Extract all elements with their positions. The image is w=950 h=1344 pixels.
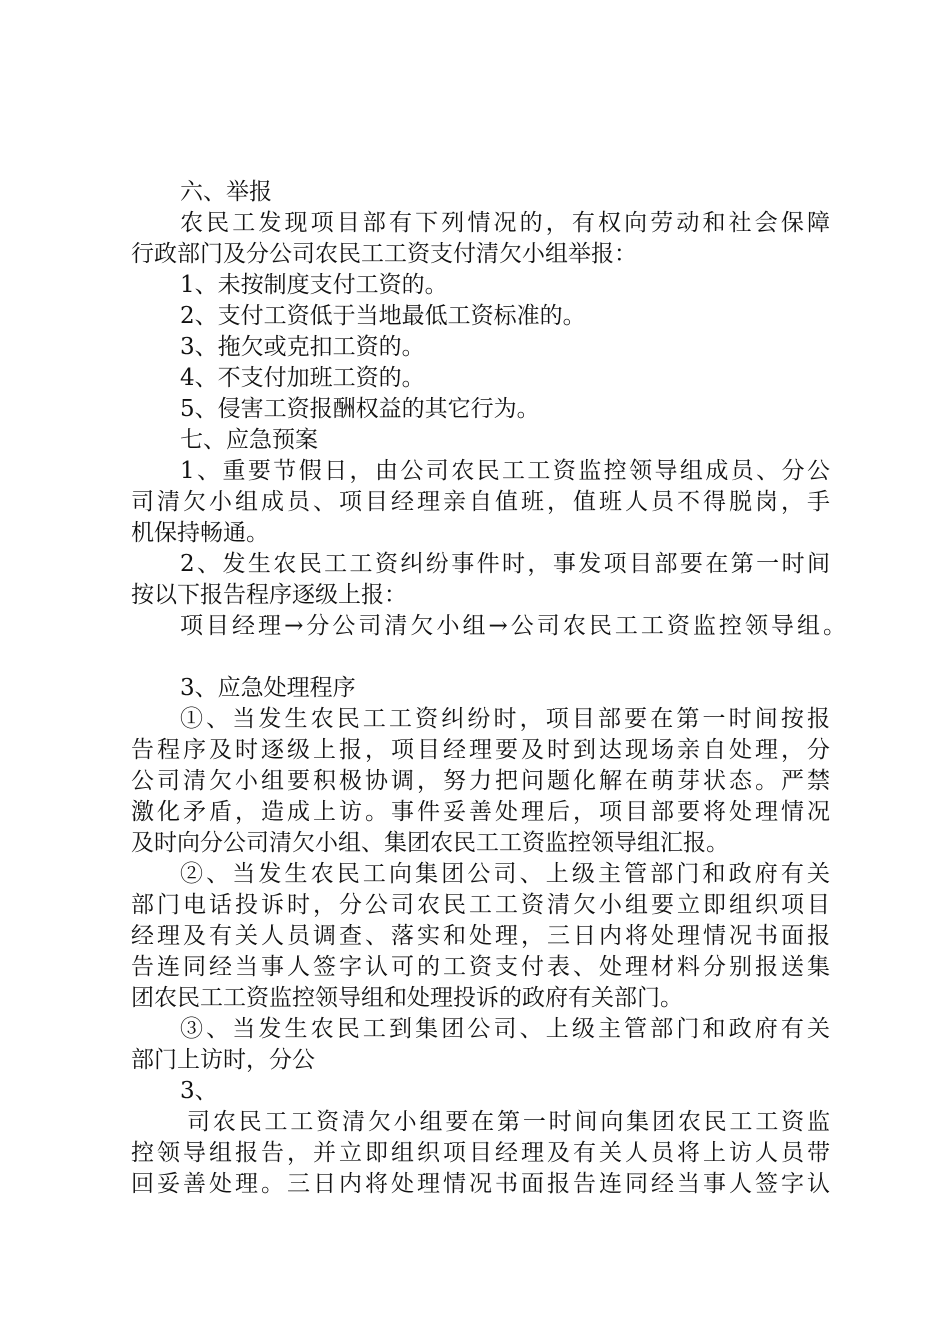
procedure-flow (180, 611, 846, 642)
paragraph-text: 告程序及时逐级上报，项目经理要及时到达现场亲自处理，分 (131, 737, 830, 763)
paragraph-text: 经理及有关人员调查、落实和处理，三日内将处理情况书面报 (131, 923, 830, 949)
paragraph-line (131, 766, 830, 797)
paragraph-text: 激化矛盾，造成上访。事件妥善处理后，项目部要将处理情况 (131, 799, 830, 825)
paragraph-line: 机保持畅通。 (131, 520, 269, 546)
paragraph-line (180, 208, 830, 239)
paragraph-text: 告连同经当事人签字认可的工资支付表、处理材料分别报送集 (131, 954, 830, 980)
list-item: 2、支付工资低于当地最低工资标准的。 (180, 303, 586, 329)
paragraph-line: 行政部门及分公司农民工工资支付清欠小组举报： (131, 241, 637, 267)
list-item: 5、侵害工资报酬权益的其它行为。 (180, 396, 540, 422)
paragraph-line: 部门上访时，分公 (131, 1047, 315, 1073)
paragraph-line (131, 1138, 830, 1169)
paragraph-line (180, 704, 830, 735)
paragraph-line (131, 1169, 830, 1200)
paragraph-text: ①、当发生农民工工资纠纷时，项目部要在第一时间按报 (180, 706, 830, 732)
procedure-flow-text: 项目经理→分公司清欠小组→公司农民工工资监控领导组。 (180, 613, 846, 639)
paragraph-line (131, 797, 830, 828)
list-item: 3、拖欠或克扣工资的。 (180, 334, 425, 360)
paragraph-line (131, 890, 830, 921)
paragraph-line (131, 921, 830, 952)
paragraph-line (131, 487, 830, 518)
section-heading-emergency-plan: 七、应急预案 (180, 427, 318, 453)
paragraph-text: 控领导组报告，并立即组织项目经理及有关人员将上访人员带 (131, 1140, 830, 1166)
paragraph-text: ③、当发生农民工到集团公司、上级主管部门和政府有关 (180, 1016, 830, 1042)
section-heading-report: 六、举报 (180, 179, 272, 205)
paragraph-line (180, 549, 830, 580)
paragraph-text: ②、当发生农民工向集团公司、上级主管部门和政府有关 (180, 861, 830, 887)
paragraph-text: 司农民工工资清欠小组要在第一时间向集团农民工工资监 (187, 1109, 830, 1135)
paragraph-line (187, 1107, 830, 1138)
paragraph-line (180, 859, 830, 890)
paragraph-text: 公司清欠小组要积极协调，努力把问题化解在萌芽状态。严禁 (131, 768, 830, 794)
list-item: 1、未按制度支付工资的。 (180, 272, 448, 298)
paragraph-line: 团农民工工资监控领导组和处理投诉的政府有关部门。 (131, 985, 683, 1011)
paragraph-text: 部门电话投诉时，分公司农民工工资清欠小组要立即组织项目 (131, 892, 830, 918)
paragraph-text: 2、发生农民工工资纠纷事件时，事发项目部要在第一时间 (180, 551, 830, 577)
paragraph-line (180, 456, 830, 487)
paragraph-line (180, 1014, 830, 1045)
paragraph-line: 按以下报告程序逐级上报： (131, 582, 407, 608)
paragraph-line (131, 952, 830, 983)
paragraph-line (131, 735, 830, 766)
paragraph-text: 1、重要节假日，由公司农民工工资监控领导组成员、分公 (180, 458, 830, 484)
paragraph-line: 及时向分公司清欠小组、集团农民工工资监控领导组汇报。 (131, 830, 729, 856)
page-number-marker: 3、 (180, 1078, 218, 1104)
paragraph-text: 农民工发现项目部有下列情况的，有权向劳动和社会保障 (180, 210, 830, 236)
paragraph-text: 司清欠小组成员、项目经理亲自值班，值班人员不得脱岗，手 (131, 489, 830, 515)
paragraph-text: 回妥善处理。三日内将处理情况书面报告连同经当事人签字认 (131, 1171, 830, 1197)
list-item: 4、不支付加班工资的。 (180, 365, 425, 391)
subsection-heading: 3、应急处理程序 (180, 675, 356, 701)
